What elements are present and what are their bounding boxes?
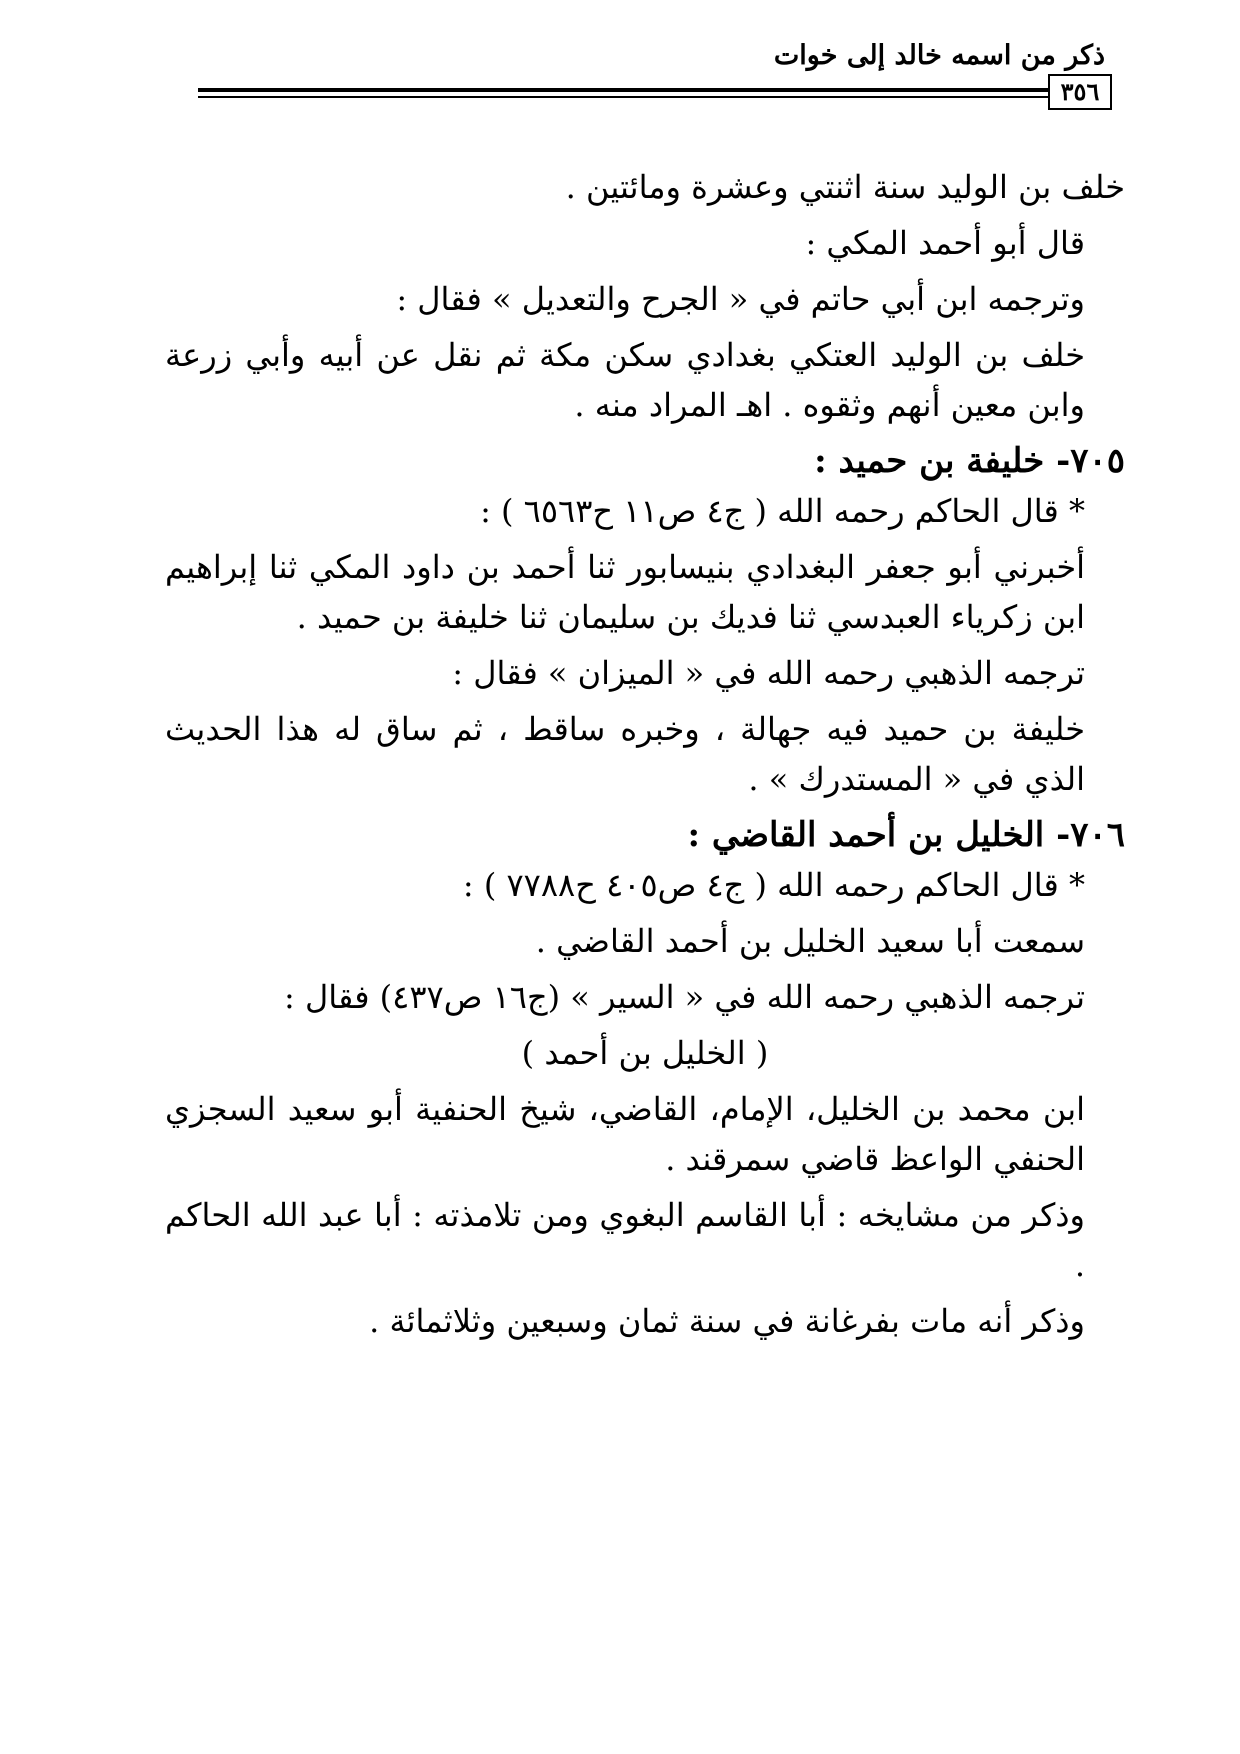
- paragraph: سمعت أبا سعيد الخليل بن أحمد القاضي .: [535, 922, 1085, 960]
- body-text: [165, 162, 1125, 1352]
- subheading: ( الخليل بن أحمد ): [521, 1034, 769, 1072]
- paragraph: ابن محمد بن الخليل، الإمام، القاضي، شيخ الحنفية أبو سعيد السجزي الحنفي الواعظ قاضي سمرقند .: [165, 1090, 1085, 1178]
- citation-line: * قال الحاكم رحمه الله ( ج٤ ص٤٠٥ ح٧٧٨٨ ) :: [462, 866, 1085, 904]
- running-title: ذكر من اسمه خالد إلى خوات: [773, 40, 1105, 71]
- paragraph: خلف بن الوليد العتكي بغدادي سكن مكة ثم نقل عن أبيه وأبي زرعة وابن معين أنهم وثقوه . اهـ المراد منه .: [165, 336, 1085, 424]
- paragraph: وذكر من مشايخه : أبا القاسم البغوي ومن تلامذته : أبا عبد الله الحاكم .: [165, 1196, 1085, 1284]
- paragraph: خلف بن الوليد سنة اثنتي وعشرة ومائتين .: [565, 168, 1125, 206]
- paragraph: وترجمه ابن أبي حاتم في « الجرح والتعديل » فقال :: [396, 280, 1085, 318]
- paragraph: ترجمه الذهبي رحمه الله في « السير » (ج١٦ ص٤٣٧) فقال :: [284, 978, 1085, 1016]
- paragraph: خليفة بن حميد فيه جهالة ، وخبره ساقط ، ثم ساق له هذا الحديث الذي في « المستدرك » .: [165, 710, 1085, 798]
- paragraph: وذكر أنه مات بفرغانة في سنة ثمان وسبعين وثلاثمائة .: [369, 1302, 1085, 1340]
- header-rule-thick: [198, 88, 1048, 92]
- entry-heading-705: ٧٠٥- خليفة بن حميد :: [814, 441, 1125, 481]
- entry-heading-706: ٧٠٦- الخليل بن أحمد القاضي :: [687, 815, 1125, 855]
- paragraph: ترجمه الذهبي رحمه الله في « الميزان » فقال :: [452, 654, 1085, 692]
- citation-line: * قال الحاكم رحمه الله ( ج٤ ص١١ ح٦٥٦٣ ) :: [480, 492, 1085, 530]
- paragraph: قال أبو أحمد المكي :: [805, 224, 1085, 262]
- header-rule-thin: [198, 96, 1048, 98]
- paragraph: أخبرني أبو جعفر البغدادي بنيسابور ثنا أحمد بن داود المكي ثنا إبراهيم ابن زكرياء العبدسي ثنا فديك بن سليمان ثنا خليفة بن حميد .: [165, 548, 1085, 636]
- page-number: ٣٥٦: [1048, 74, 1112, 110]
